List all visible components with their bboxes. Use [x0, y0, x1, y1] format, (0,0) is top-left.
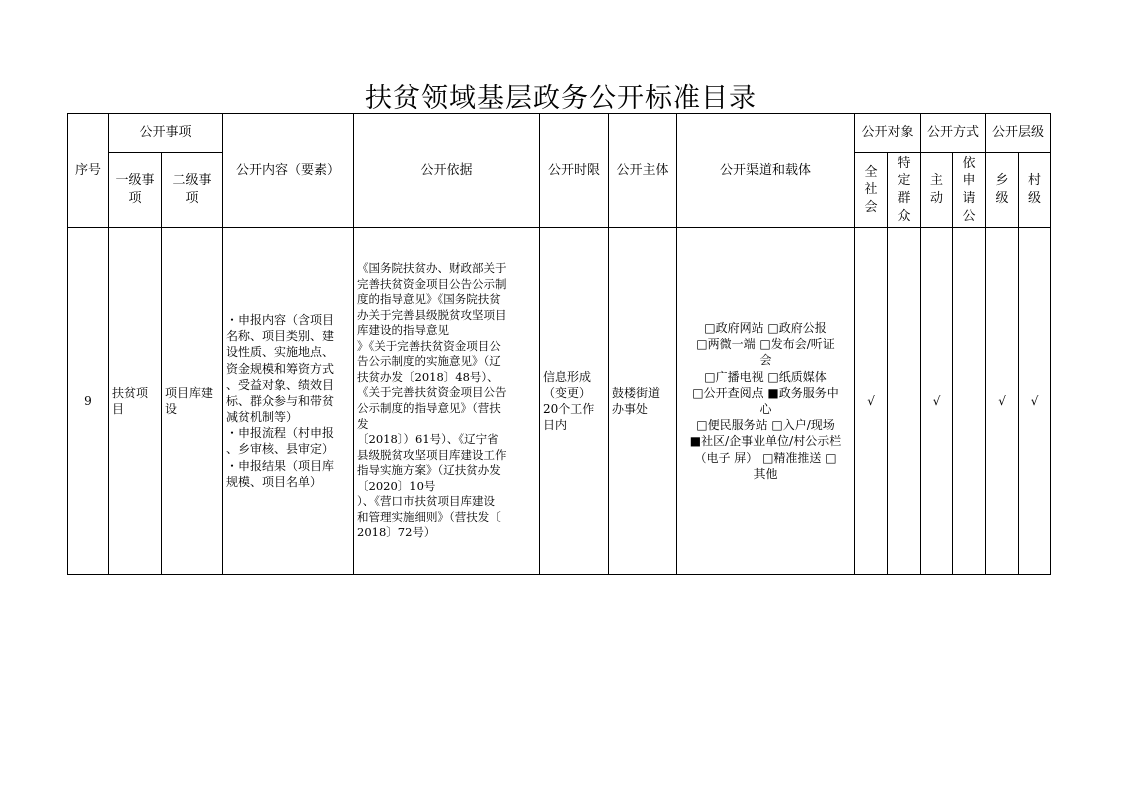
header-object-all: 全 社 会 — [855, 153, 888, 228]
channel-line: 心 — [759, 402, 772, 416]
channel-line: （电子 屏） □精准推送 □ — [694, 450, 837, 465]
row-level1: 扶贫项 目 — [109, 228, 162, 575]
row-basis: 《国务院扶贫办、财政部关于 完善扶贫资金项目公告公示制 度的指导意见》《国务院扶贫 办关于完善县级脱贫攻坚项目 库建设的指导意见 》《关于完善扶贫资金项目公 告公示制度的实施意见》（辽 扶贫办发〔2018〕48号）、 《关于完善扶贫资金项目公告 公示制度的指导意见》（营扶 发 〔2018〕）61号）、《辽宁省 县级脱贫攻坚项目库建设工作 指导实施方案》（辽扶贫办发 〔2020〕10号 ）、《营口市扶贫项目库建设 和管理实施细则》（营扶发〔 2018〕72号） — [354, 228, 540, 575]
header-item-group: 公开事项 — [109, 114, 223, 153]
header-level2: 二级事 项 — [162, 153, 223, 228]
row-seq: 9 — [68, 228, 109, 575]
header-basis: 公开依据 — [354, 114, 540, 228]
channel-line: 会 — [759, 353, 772, 368]
header-method-group: 公开方式 — [921, 114, 986, 153]
header-time-limit: 公开时限 — [540, 114, 609, 228]
row-level2: 项目库建 设 — [162, 228, 223, 575]
table-row — [68, 228, 1051, 575]
row-subject: 鼓楼街道 办事处 — [609, 228, 677, 575]
channel-line: □便民服务站 □入户/现场 — [696, 418, 835, 433]
header-object-specific: 特 定 群 众 — [888, 153, 921, 228]
header-seq: 序号 — [68, 114, 109, 228]
row-object-specific-check — [888, 228, 921, 575]
page-title: 扶贫领域基层政务公开标准目录 — [365, 83, 757, 114]
header-level-group: 公开层级 — [986, 114, 1051, 153]
channel-line: ■社区/企事业单位/村公示栏 — [689, 434, 842, 449]
row-object-all-check: √ — [855, 228, 888, 575]
header-level-village: 村 级 — [1019, 153, 1051, 228]
header-object-group: 公开对象 — [855, 114, 921, 153]
row-method-apply-check — [953, 228, 986, 575]
header-method-apply: 依 申 请 公 — [953, 153, 986, 228]
row-time-limit: 信息形成 （变更） 20个工作 日内 — [540, 228, 609, 575]
row-method-active-check: √ — [921, 228, 953, 575]
row-content: ・申报内容（含项目 名称、项目类别、建 设性质、实施地点、 资金规模和筹资方式 、受益对象、绩效目 标、群众参与和带贫 减贫机制等） ・申报流程（村申报 、乡审核、县审定） ・申报结果（项目库 规模、项目名单） — [223, 228, 354, 575]
header-subject: 公开主体 — [609, 114, 677, 228]
channel-line: 其他 — [753, 466, 778, 481]
row-level-village-check: √ — [1019, 228, 1051, 575]
channel-line: □政府网站 □政府公报 — [704, 321, 827, 336]
header-method-active: 主 动 — [921, 153, 953, 228]
standard-table — [67, 113, 1051, 575]
channel-line: □广播电视 □纸质媒体 — [704, 369, 827, 384]
channel-line: □公开查阅点 ■政务服务中 — [692, 385, 839, 400]
header-row-1 — [68, 114, 1051, 153]
row-level-township-check: √ — [986, 228, 1019, 575]
header-level-township: 乡 级 — [986, 153, 1019, 228]
row-channel — [677, 228, 855, 575]
header-level1: 一级事 项 — [109, 153, 162, 228]
header-content: 公开内容（要素） — [223, 114, 354, 228]
header-channel: 公开渠道和载体 — [677, 114, 855, 228]
channel-line: □两微一端 □发布会/听证 — [696, 337, 835, 352]
